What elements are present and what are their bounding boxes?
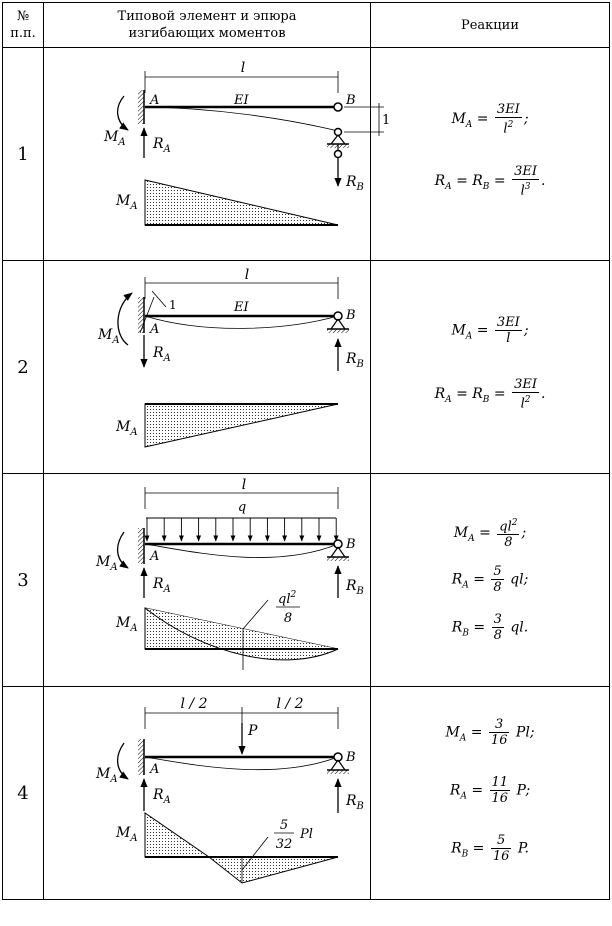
header-element-line1: Типовой элемент и эпюра (117, 9, 297, 24)
row-number: 4 (3, 687, 44, 900)
header-element-line2: изгибающих моментов (128, 26, 286, 41)
label-q: q (237, 500, 247, 515)
moment-arrow-icon (118, 532, 128, 568)
peak-moment-den: 8 (283, 611, 293, 626)
diagram-label-ma: $M_A$ (116, 419, 138, 438)
label-ma: $M_A$ (96, 766, 118, 785)
label-p: P (248, 723, 258, 739)
label-ma: $M_A$ (98, 327, 120, 346)
element-diagram-cell (44, 687, 371, 900)
label-a: A (150, 322, 160, 337)
header-number-line1: № (16, 9, 30, 24)
formula-ra: $R_A$ = $\frac{5}{8}$ ql; (451, 564, 529, 595)
formula-ra-rb: $R_A = R_B$ = $\frac{3EI}{l^3}$ . (434, 164, 546, 199)
table-row (3, 474, 610, 687)
table-header-row (3, 3, 610, 48)
deflection-curve (145, 316, 338, 328)
element-diagram-cell (44, 474, 371, 687)
beam-diagram-1 (44, 48, 391, 256)
peak-moment-label: $ql^2$ (278, 590, 297, 607)
row-number: 3 (3, 474, 44, 687)
pin-b-icon (334, 753, 342, 761)
beam-diagram-3 (44, 474, 371, 682)
span-label: l (240, 60, 246, 76)
label-rb: $R_B$ (346, 578, 364, 597)
peak-moment-after: Pl (300, 827, 313, 842)
diagram-label-ma: $M_A$ (116, 193, 138, 212)
formula-rb: $R_B$ = $\frac{5}{16}$ P. (451, 833, 529, 864)
pin-b-icon (334, 103, 342, 111)
header-reactions: Реакции (371, 3, 610, 48)
half-span-label-2: l / 2 (276, 696, 304, 712)
pin-b-icon (334, 312, 342, 320)
pin-b-icon (334, 540, 342, 548)
peak-moment-den: 32 (275, 837, 293, 852)
label-a: A (150, 762, 160, 777)
moment-arrow-icon (118, 293, 132, 345)
roller-support-icon (327, 557, 349, 561)
label-ra: $R_A$ (153, 136, 171, 155)
row-number: 2 (3, 261, 44, 474)
roller-support-icon (327, 329, 349, 333)
moment-arrow-icon (118, 743, 128, 779)
element-diagram-cell (44, 261, 371, 474)
formula-ma: $M_A$ = $\frac{3EI}{l^2}$ ; (451, 102, 529, 137)
formula-ma: $M_A$ = $\frac{3}{16}$ Pl; (445, 717, 535, 748)
fixed-support-icon (138, 528, 144, 564)
label-ma: $M_A$ (104, 129, 126, 148)
row-number: 1 (3, 48, 44, 261)
fixed-support-icon (138, 90, 144, 124)
label-a: A (150, 549, 160, 564)
label-b: B (346, 308, 356, 323)
formula-ra: $R_A$ = $\frac{11}{16}$ P; (449, 775, 531, 806)
header-element (44, 3, 371, 48)
unit-rotation-label: 1 (169, 298, 177, 312)
reactions-table (2, 2, 610, 900)
span-label: l (244, 267, 250, 283)
label-rb: $R_B$ (346, 351, 364, 370)
label-ei: EI (234, 93, 249, 108)
label-b: B (346, 93, 356, 108)
formula-rb: $R_B$ = $\frac{3}{8}$ ql. (451, 612, 529, 643)
beam-diagram-4 (44, 687, 371, 895)
deflection-curve (145, 107, 338, 131)
moment-diagram (145, 404, 338, 447)
table-row (3, 48, 610, 261)
label-rb: $R_B$ (346, 793, 364, 812)
table-row (3, 687, 610, 900)
roller-support-icon (327, 770, 349, 774)
formula-ma: $M_A$ = $\frac{3EI}{l}$ ; (451, 315, 529, 346)
half-span-label-1: l / 2 (180, 696, 208, 712)
reactions-cell (371, 474, 610, 687)
diagram-label-ma: $M_A$ (116, 825, 138, 844)
unit-displacement-label: 1 (382, 113, 391, 128)
label-b: B (346, 537, 356, 552)
label-ei: EI (234, 300, 249, 315)
moment-diagram (145, 813, 209, 857)
diagram-label-ma: $M_A$ (116, 615, 138, 634)
reactions-cell (371, 48, 610, 261)
header-number-line2: п.п. (10, 26, 36, 41)
table-row (3, 261, 610, 474)
fixed-support-icon (138, 297, 144, 333)
label-a: A (150, 93, 160, 108)
fixed-support-icon (138, 739, 144, 775)
reactions-cell (371, 687, 610, 900)
label-ra: $R_A$ (153, 576, 171, 595)
label-ma: $M_A$ (96, 554, 118, 573)
label-b: B (346, 750, 356, 765)
label-rb: $R_B$ (346, 174, 364, 193)
beam-diagram-2 (44, 261, 371, 469)
reactions-cell (371, 261, 610, 474)
moment-diagram (145, 180, 338, 225)
formula-ra-rb: $R_A = R_B$ = $\frac{3EI}{l^2}$ . (434, 377, 546, 412)
label-ra: $R_A$ (153, 787, 171, 806)
moment-arrow-icon (118, 96, 128, 130)
deflection-curve (145, 757, 338, 770)
formula-ma: $M_A$ = $\frac{ql^2}{8}$ ; (453, 518, 527, 551)
element-diagram-cell (44, 48, 391, 261)
header-number (3, 3, 44, 48)
distributed-load-arrows (147, 518, 336, 541)
span-label: l (241, 477, 247, 493)
label-ra: $R_A$ (153, 345, 171, 364)
peak-moment-num: 5 (279, 818, 289, 833)
deflection-curve (145, 544, 338, 558)
